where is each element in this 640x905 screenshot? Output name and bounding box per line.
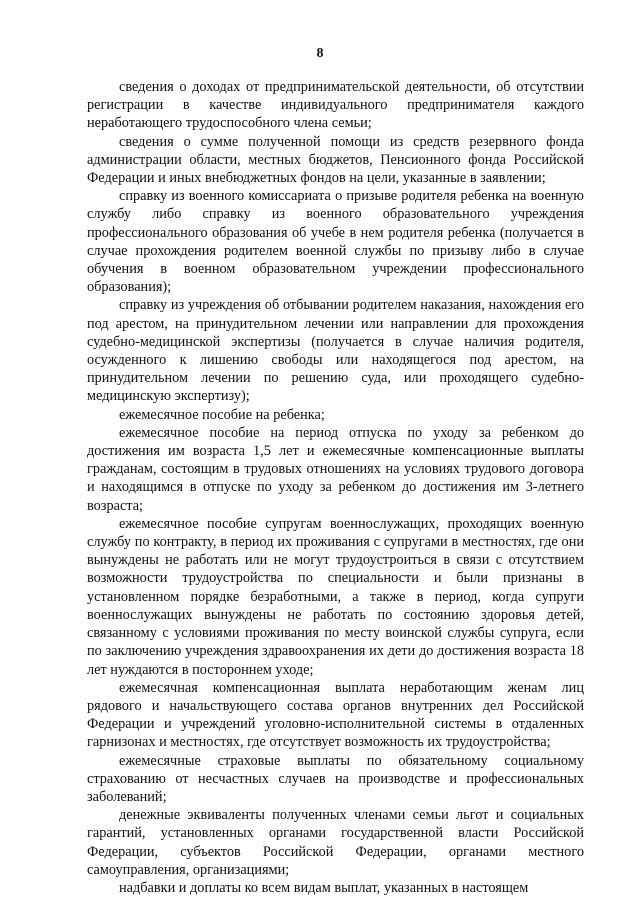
- paragraph: ежемесячные страховые выплаты по обязательному социальному страхованию от несчастных случаев на производстве и профессиональных заболеваний;: [87, 752, 584, 805]
- paragraph: ежемесячное пособие супругам военнослужащих, проходящих военную службу по контракту, в период их проживания с супругами в местностях, где они вынуждены не работать или не могут трудоустроиться в связи с отсутствием возможности трудоустройства по специальности и были признаны в установленном порядке безработными, а также в период, когда супруги военнослужащих вынуждены не работать по состоянию здоровья детей, связанному с условиями проживания по месту воинской службы супруга, если по заключению учреждения здравоохранения их дети до достижения возраста 18 лет нуждаются в постороннем уходе;: [87, 515, 584, 678]
- paragraph: ежемесячная компенсационная выплата неработающим женам лиц рядового и начальствующего состава органов внутренних дел Российской Федерации и учреждений уголовно-исполнительной системы в отдаленных гарнизонах и местностях, где отсутствует возможность их трудоустройства;: [87, 679, 584, 751]
- paragraph: денежные эквиваленты полученных членами семьи льгот и социальных гарантий, установленных органами государственной власти Российской Федерации, субъектов Российской Федерации, органами местного самоуправления, организациями;: [87, 807, 584, 878]
- paragraph: надбавки и доплаты ко всем видам выплат, указанных в настоящем: [119, 879, 529, 896]
- page-number: 8: [316, 46, 324, 61]
- paragraph: ежемесячное пособие на период отпуска по уходу за ребенком до достижения им возраста 1,5 лет и ежемесячные компенсационные выплаты гражданам, состоящим в трудовых отношениях на условиях трудового договора и находящимся в отпуске по уходу за ребенком до достижения им 3-летнего возраста;: [87, 424, 584, 514]
- paragraph: справку из военного комиссариата о призыве родителя ребенка на военную службу либо справку из военного образовательного учреждения профессионального образования об учебе в нем родителя ребенка (получается в случае прохождения родителем военной службы по призыву либо в случае обучения в военном образовательном учреждении профессионального образования);: [87, 188, 584, 296]
- document-body: [87, 78, 584, 897]
- paragraph: ежемесячное пособие на ребенка;: [119, 406, 325, 423]
- paragraph: справку из учреждения об отбывании родителем наказания, нахождения его под арестом, на принудительном лечении или направлении для прохождения судебно-медицинской экспертизы (получается в случае наличия родителя, осужденного к лишению свободы или находящегося под арестом, на принудительном лечении по решению суда, или проходящего судебно-медицинскую экспертизу);: [87, 297, 584, 405]
- paragraph: сведения о доходах от предпринимательской деятельности, об отсутствии регистрации в качестве индивидуального предпринимателя каждого неработающего трудоспособного члена семьи;: [87, 79, 584, 132]
- paragraph: сведения о сумме полученной помощи из средств резервного фонда администрации области, местных бюджетов, Пенсионного фонда Российской Федерации и иных внебюджетных фондов на цели, указанные в заявлении;: [87, 133, 584, 187]
